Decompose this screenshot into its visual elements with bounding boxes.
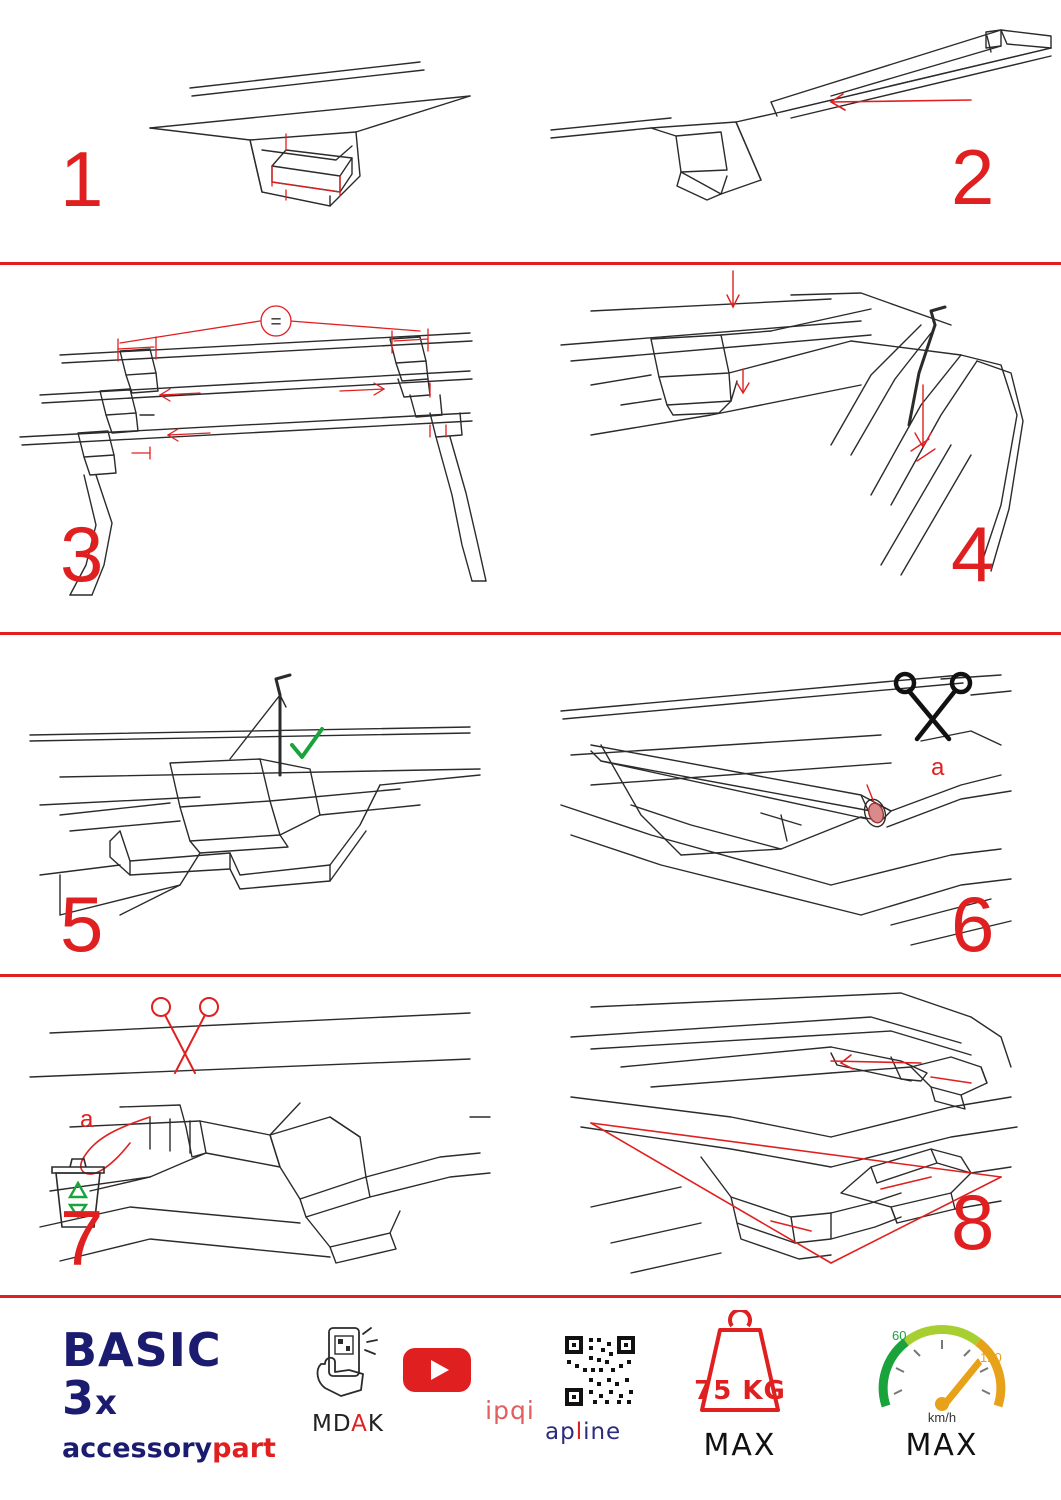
step-panel-1: [0, 0, 530, 262]
logo-apline-caption: [545, 1419, 655, 1445]
step-row-3: [0, 635, 1061, 974]
logo-set: [305, 1320, 622, 1480]
equal-symbol: =: [270, 312, 282, 333]
apline-caption-accent: l: [575, 1419, 584, 1445]
apline-caption-left: ap: [545, 1419, 576, 1445]
label-a-step-7: a: [80, 1106, 94, 1133]
max-load-value: 75 KG: [694, 1376, 786, 1406]
logo-ipqi-caption: ipqi: [485, 1396, 535, 1425]
speed-tick-high: 120: [980, 1350, 1002, 1365]
speedometer-icon: [862, 1306, 1022, 1426]
step-number-4: 4: [951, 510, 995, 598]
step-2-illustration: [531, 0, 1061, 262]
product-name-suffix: x: [95, 1383, 118, 1424]
mdak-caption-accent: A: [351, 1411, 368, 1437]
step-row-2: [0, 265, 1061, 632]
mdak-caption-left: MD: [312, 1411, 352, 1437]
mdak-caption-right: K: [367, 1411, 384, 1437]
logo-youtube[interactable]: [399, 1344, 475, 1401]
step-number-8: 8: [951, 1178, 995, 1266]
step-row-1: [0, 0, 1061, 262]
company-name-second: part: [212, 1432, 276, 1464]
logo-mdak[interactable]: [305, 1324, 391, 1437]
apline-caption-right: ine: [583, 1419, 622, 1445]
speed-tick-low: 60: [892, 1328, 907, 1343]
hand-phone-qr-icon: [305, 1324, 391, 1400]
product-name: [62, 1323, 292, 1426]
product-name-text: BASIC 3: [62, 1323, 222, 1426]
step-number-2: 2: [951, 133, 995, 221]
logo-mdak-caption: [305, 1411, 391, 1437]
step-number-6: 6: [951, 880, 995, 968]
brand-block: [62, 1323, 292, 1464]
step-panel-3: [0, 265, 530, 632]
step-number-3: 3: [60, 510, 104, 598]
logo-ipqi[interactable]: [473, 1366, 547, 1425]
step-panel-4: [531, 265, 1061, 632]
company-name-first: accessory: [62, 1432, 213, 1464]
step-panel-2: [531, 0, 1061, 262]
step-panel-6: [531, 635, 1061, 974]
qr-code-icon: [563, 1334, 637, 1408]
step-number-1: 1: [60, 135, 104, 223]
max-speed-label: MAX: [905, 1428, 979, 1463]
max-load-label: MAX: [703, 1428, 777, 1463]
max-speed-block: [862, 1306, 1022, 1463]
step-panel-7: [0, 977, 530, 1295]
logo-apline[interactable]: [545, 1334, 655, 1445]
step-panel-8: [531, 977, 1061, 1295]
youtube-play-icon: [401, 1344, 473, 1396]
speed-unit: km/h: [927, 1410, 957, 1425]
step-number-7: 7: [60, 1194, 104, 1282]
step-number-5: 5: [60, 880, 104, 968]
company-name: [62, 1433, 292, 1464]
footer: [0, 1298, 1061, 1500]
step-row-4: [0, 977, 1061, 1295]
max-load-block: [660, 1310, 820, 1463]
weight-icon: [660, 1310, 820, 1426]
label-a-step-6: a: [931, 754, 945, 781]
step-panel-5: [0, 635, 530, 974]
